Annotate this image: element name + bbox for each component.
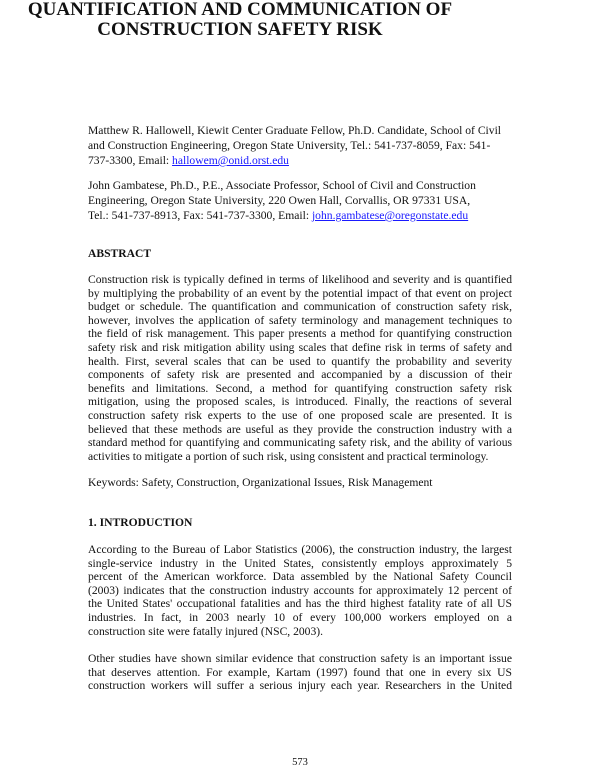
text-line: safety risk and risk mitigation ability using scales that define risk in terms of safety and: [88, 340, 512, 354]
abstract-heading: ABSTRACT: [88, 247, 152, 260]
author-line: and Construction Engineering, Oregon State University, Tel.: 541-737-8059, Fax: 541-: [88, 139, 491, 152]
text-line: (2003) indicates that the construction industry accounts for approximately 12 percent of: [88, 583, 512, 597]
text-line: the United States' occupational fatalities and has the third highest fatality rate of all US: [88, 597, 512, 611]
text-line: construction site were fatally injured (NSC, 2003).: [88, 624, 324, 638]
author-2: [88, 178, 512, 223]
paper-title: [0, 0, 480, 40]
title-line: CONSTRUCTION SAFETY RISK: [97, 19, 383, 40]
author-1: [88, 123, 512, 168]
introduction-paragraph-1: [88, 543, 512, 638]
introduction-heading: 1. INTRODUCTION: [88, 516, 193, 529]
author-1-email-link[interactable]: hallowem@onid.orst.edu: [172, 154, 289, 167]
text-line: that deserves attention. For example, Kartam (1997) found that one in every six US: [88, 665, 512, 679]
author-line: John Gambatese, Ph.D., P.E., Associate Professor, School of Civil and Construction: [88, 179, 476, 192]
text-line: components of safety risk are presented and accompanied by a discussion of their: [88, 368, 512, 382]
abstract-body: [88, 273, 512, 463]
text-line: percent of the American workforce. Data assembled by the National Safety Council: [88, 570, 512, 584]
keywords: Keywords: Safety, Construction, Organizational Issues, Risk Management: [88, 476, 433, 489]
author-line: Tel.: 541-737-8913, Fax: 541-737-3300, Email:: [88, 209, 312, 222]
text-line: standard method for quantifying and communicating safety risk, and the ability of various: [88, 436, 512, 450]
author-line: Engineering, Oregon State University, 220 Owen Hall, Corvallis, OR 97331 USA,: [88, 194, 471, 207]
text-line: According to the Bureau of Labor Statistics (2006), the construction industry, the largest: [88, 543, 512, 556]
text-line: construction workers will suffer a serious injury each year. Researchers in the United: [88, 679, 512, 693]
text-line: Construction risk is typically defined in terms of likelihood and severity and is quantified: [88, 273, 512, 286]
text-line: budget or schedule. The quantification and communication of construction safety risk,: [88, 300, 512, 314]
text-line: believed that these methods are useful as they provide the construction industry with a: [88, 422, 512, 436]
title-line: QUANTIFICATION AND COMMUNICATION OF: [27, 0, 453, 20]
text-line: Other studies have shown similar evidence that construction safety is an important issue: [88, 652, 512, 665]
author-line: 737-3300, Email:: [88, 154, 173, 167]
text-line: however, involves the application of safety terminology and management techniques to: [88, 313, 512, 327]
text-line: industries. In fact, in 2003 nearly 10 of every 100,000 workers employed on a: [88, 610, 512, 624]
page-number: 573: [292, 757, 308, 768]
text-line: single-service industry in the United States, consistently employs approximately 5: [88, 556, 512, 570]
text-line: the field of risk management. This paper presents a method for quantifying construction: [88, 327, 512, 341]
author-line: Matthew R. Hallowell, Kiewit Center Graduate Fellow, Ph.D. Candidate, School of Civil: [88, 124, 502, 137]
text-line: by multiplying the probability of an event by the potential impact of that event on project: [88, 286, 512, 300]
text-line: health. First, several scales that can be used to quantify the probability and severity: [88, 354, 512, 368]
text-line: activities to mitigate a portion of such risk, using consistent and practical terminology.: [88, 449, 489, 463]
text-line: benefits and limitations. Second, a method for quantifying construction safety risk: [88, 381, 512, 395]
author-2-email-link[interactable]: john.gambatese@oregonstate.edu: [311, 209, 469, 222]
text-line: construction safety risk experts to the use of one proposed scale are presented. It is: [88, 408, 512, 422]
introduction-paragraph-2: [88, 652, 512, 693]
text-line: mitigation, using the proposed scales, is introduced. Finally, the reactions of several: [88, 395, 512, 409]
